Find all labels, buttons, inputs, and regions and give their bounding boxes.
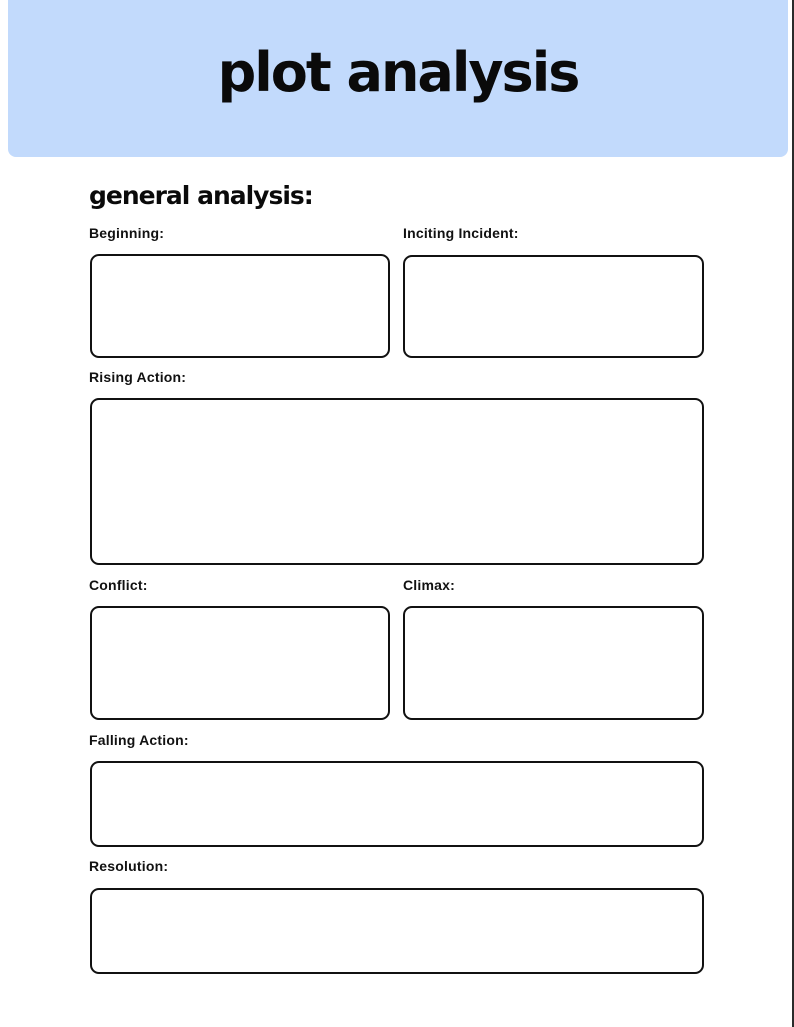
resolution-box[interactable] bbox=[90, 888, 704, 974]
climax-box[interactable] bbox=[403, 606, 704, 720]
inciting-incident-label: Inciting Incident: bbox=[403, 225, 519, 241]
falling-action-box[interactable] bbox=[90, 761, 704, 847]
section-title: general analysis: bbox=[89, 181, 313, 210]
page-title: plot analysis bbox=[217, 41, 579, 104]
beginning-box[interactable] bbox=[90, 254, 390, 358]
beginning-label: Beginning: bbox=[89, 225, 165, 241]
climax-label: Climax: bbox=[403, 577, 455, 593]
rising-action-label: Rising Action: bbox=[89, 369, 187, 385]
conflict-label: Conflict: bbox=[89, 577, 148, 593]
inciting-incident-box[interactable] bbox=[403, 255, 704, 358]
rising-action-box[interactable] bbox=[90, 398, 704, 565]
conflict-box[interactable] bbox=[90, 606, 390, 720]
falling-action-label: Falling Action: bbox=[89, 732, 189, 748]
resolution-label: Resolution: bbox=[89, 858, 169, 874]
